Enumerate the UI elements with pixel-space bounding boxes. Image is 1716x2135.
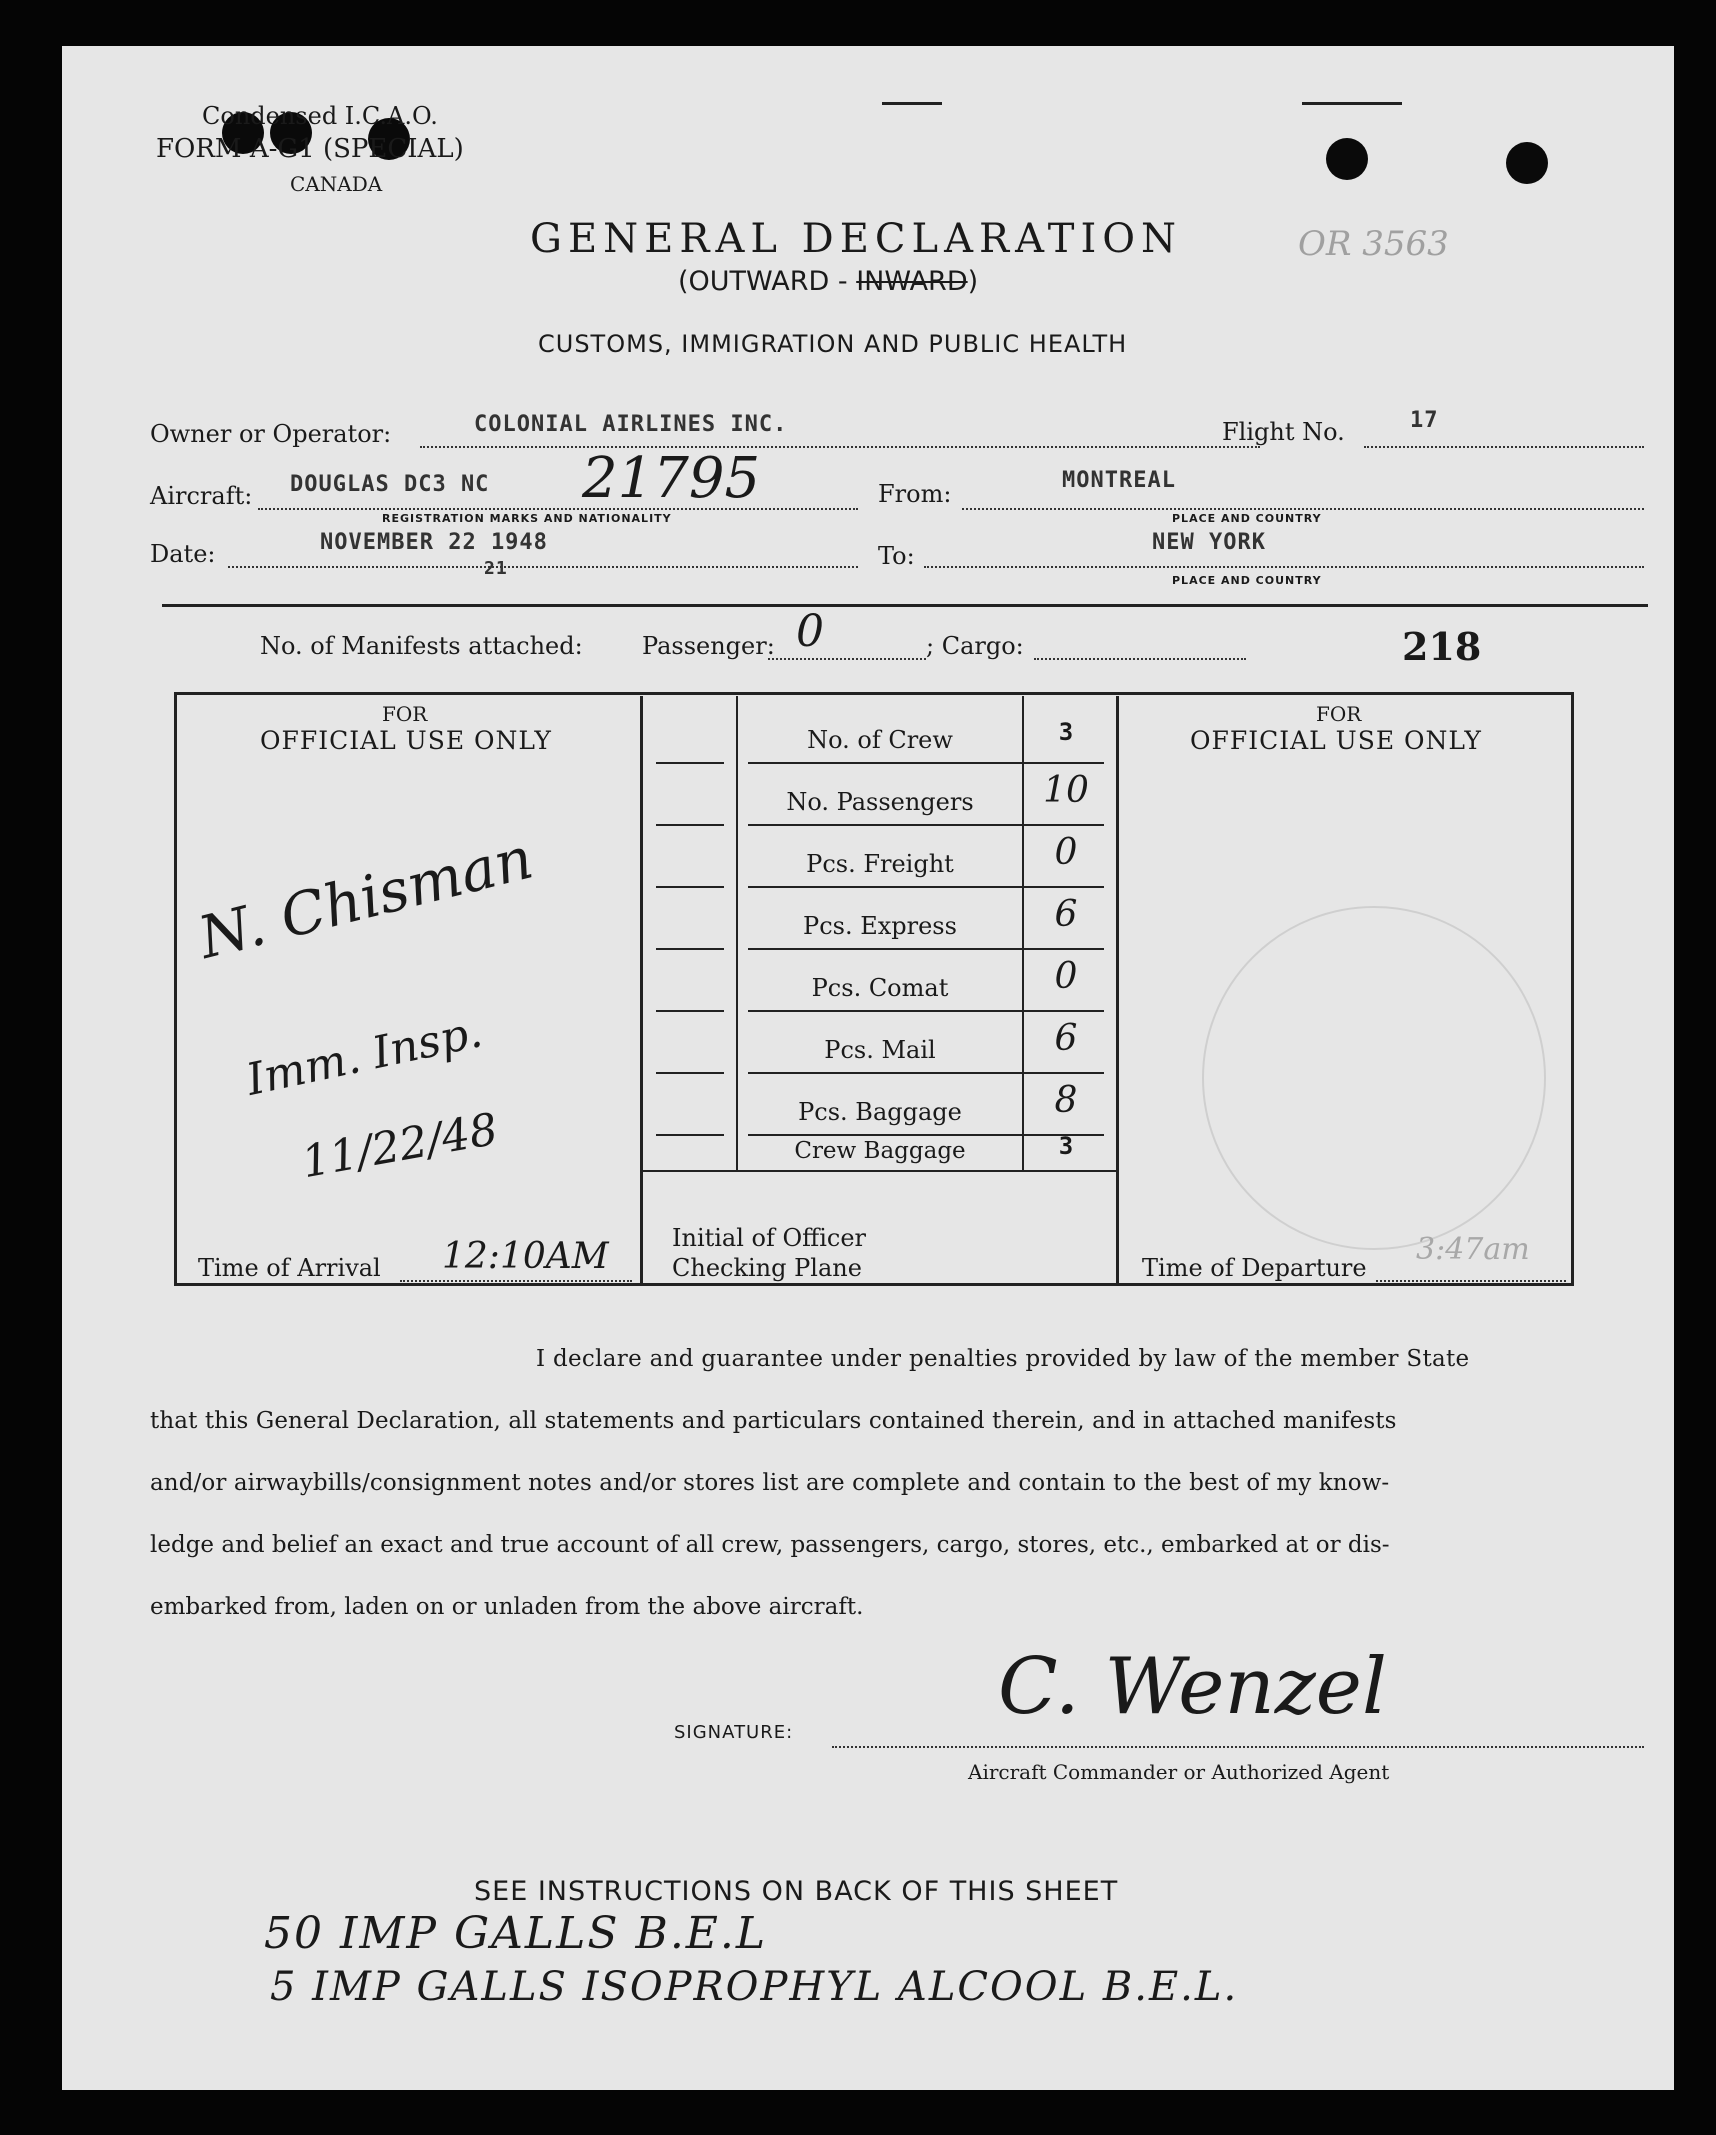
count-label: No. of Crew [807,726,953,754]
corner-note: OR 3563 [1298,224,1449,264]
declaration-line-2: that this General Declaration, all statements and particulars contained therein, and in attached manifests [150,1408,1397,1434]
page-title: GENERAL DECLARATION [530,216,1183,262]
row-rule [748,886,1104,888]
departure-line [1376,1280,1566,1282]
count-value: 6 [1054,894,1078,935]
handwritten-note-2: 5 IMP GALLS ISOPROPHYL ALCOOL B.E.L. [270,1964,1239,2010]
count-label: No. Passengers [786,788,974,816]
to-value: NEW YORK [1152,530,1266,555]
row-rule [748,762,1104,764]
manifests-label: No. of Manifests attached: [260,632,583,660]
count-value: 0 [1054,956,1078,997]
count-value: 10 [1043,770,1089,811]
row-rule [656,886,724,888]
signature-label: SIGNATURE: [674,1722,794,1743]
row-rule [748,948,1104,950]
official-signature-date: 11/22/48 [298,1103,502,1189]
count-value: 8 [1054,1080,1078,1121]
subtitle-suffix: ) [967,266,979,297]
row-rule [656,1072,724,1074]
count-label: Pcs. Express [803,912,957,940]
declaration-sheet [62,46,1674,2090]
count-value: 0 [1054,832,1078,873]
declaration-line-3: and/or airwaybills/consignment notes and/or stores list are complete and contain to the best of my know- [150,1470,1390,1496]
from-value: MONTREAL [1062,468,1176,493]
arrival-label: Time of Arrival [198,1254,381,1282]
date-line [228,566,858,568]
initial-officer-line2: Checking Plane [672,1254,862,1282]
count-value: 3 [1058,1132,1074,1160]
official-right-for: FOR [1316,702,1362,726]
aircraft-hand: 21795 [582,446,761,511]
form-header-line2: FORM A-G1 (SPECIAL) [156,134,464,164]
row-rule [748,1072,1104,1074]
date-correction: 21 [484,558,508,579]
from-label: From: [878,480,952,508]
top-mark-1 [882,102,942,105]
top-mark-2 [1302,102,1402,105]
to-label: To: [878,542,915,570]
instructions: SEE INSTRUCTIONS ON BACK OF THIS SHEET [474,1876,1119,1907]
row-rule [656,824,724,826]
from-line [962,508,1644,510]
table-divider-right [1116,696,1119,1286]
header-separator [162,604,1648,607]
subtitle-prefix: (OUTWARD - [678,266,857,297]
declaration-line-1: I declare and guarantee under penalties provided by law of the member State [536,1346,1470,1372]
row-rule [656,948,724,950]
form-header-line1: Condensed I.C.A.O. [202,102,438,130]
stamp-number: 218 [1402,624,1482,669]
table-divider-values [1022,696,1024,1172]
departure-value: 3:47am [1416,1232,1530,1267]
official-left-label: OFFICIAL USE ONLY [260,726,552,755]
flight-value: 17 [1410,408,1439,433]
count-label: Pcs. Mail [824,1036,936,1064]
departure-label: Time of Departure [1142,1254,1367,1282]
count-value: 6 [1054,1018,1078,1059]
table-divider-left [640,696,643,1286]
official-signature-name: N. Chisman [192,823,540,972]
owner-label: Owner or Operator: [150,420,392,448]
row-rule [656,1134,724,1136]
aircraft-line [258,508,858,510]
place-caption-from: PLACE AND COUNTRY [1172,512,1322,525]
punch-hole-4 [1326,138,1368,180]
table-divider-inner [736,696,738,1172]
declaration-line-4: ledge and belief an exact and true account of all crew, passengers, cargo, stores, etc., embarked at or dis- [150,1532,1390,1558]
official-right-label: OFFICIAL USE ONLY [1190,726,1482,755]
punch-hole-5 [1506,142,1548,184]
table-bottom-inner [642,1170,1118,1172]
aircraft-label: Aircraft: [150,482,253,510]
faint-stamp-circle [1202,906,1546,1250]
passenger-value: 0 [796,606,824,657]
official-signature-title: Imm. Insp. [242,1006,487,1106]
place-caption-to: PLACE AND COUNTRY [1172,574,1322,587]
subtitle-struck: INWARD [856,266,968,297]
signature-caption: Aircraft Commander or Authorized Agent [968,1760,1390,1784]
signature-value: C. Wenzel [998,1642,1387,1732]
row-rule [748,824,1104,826]
arrival-value: 12:10AM [442,1236,609,1277]
official-left-for: FOR [382,702,428,726]
date-label: Date: [150,540,216,568]
signature-line [832,1746,1644,1748]
aircraft-typed: DOUGLAS DC3 NC [290,472,490,497]
initial-officer-line1: Initial of Officer [672,1224,867,1252]
count-value: 3 [1058,718,1074,746]
flight-line [1364,446,1644,448]
row-rule [656,762,724,764]
cargo-line [1034,658,1246,660]
count-label: Crew Baggage [794,1138,966,1164]
row-rule [748,1010,1104,1012]
to-line [924,566,1644,568]
flight-label: Flight No. [1222,418,1345,446]
form-header-line3: CANADA [290,172,383,196]
registration-caption: REGISTRATION MARKS AND NATIONALITY [382,512,672,525]
owner-value: COLONIAL AIRLINES INC. [474,412,788,437]
count-label: Pcs. Comat [811,974,949,1002]
page-subtitle [678,266,978,297]
passenger-line [768,658,926,660]
handwritten-note-1: 50 IMP GALLS B.E.L [264,1908,768,1959]
count-label: Pcs. Freight [806,850,954,878]
date-value: NOVEMBER 22 1948 [320,530,548,555]
passenger-label: Passenger: [642,632,775,660]
cargo-label: ; Cargo: [926,632,1024,660]
declaration-line-5: embarked from, laden on or unladen from the above aircraft. [150,1594,864,1620]
arrival-line [400,1280,632,1282]
owner-line [420,446,1260,448]
count-label: Pcs. Baggage [798,1098,962,1126]
section-heading: CUSTOMS, IMMIGRATION AND PUBLIC HEALTH [538,330,1128,358]
row-rule [656,1010,724,1012]
